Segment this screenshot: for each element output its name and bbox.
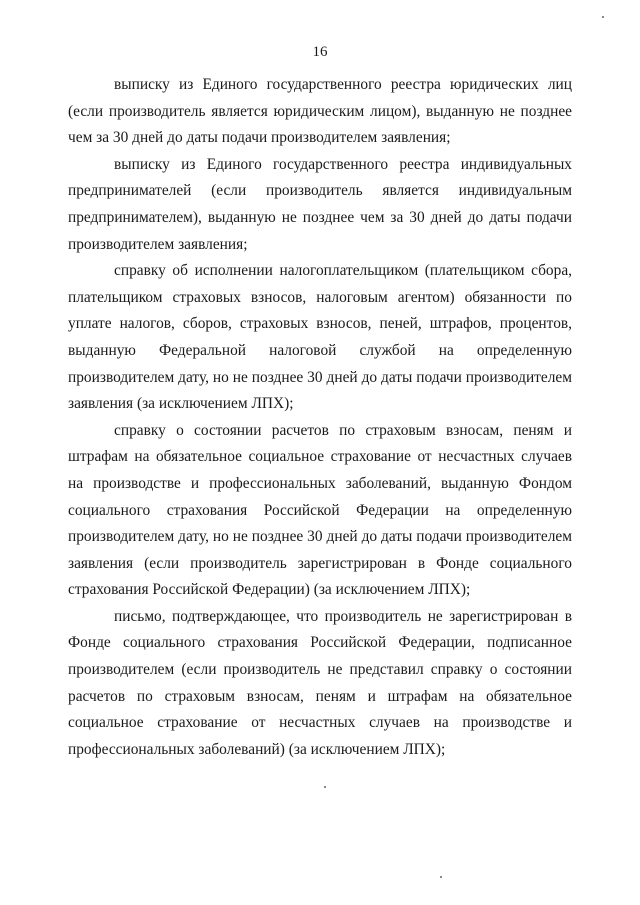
scan-speck (324, 786, 326, 788)
page-number: 16 (312, 44, 328, 60)
scan-speck (440, 876, 442, 878)
document-body (68, 72, 572, 763)
paragraph-insurance-certificate: справку о состоянии расчетов по страховым взносам, пеням и штрафам на обязательное социальное страхование от несчастных случаев на производстве и профессиональных заболеваний, выданную Фондом социального страхования Российской Федерации на определенную производителем дату, но не позднее 30 дней до даты подачи производителем заявления (если производитель зарегистрирован в Фонде социального страхования Российской Федерации) (за исключением ЛПХ); (68, 421, 572, 599)
paragraph-legal-entities-extract: выписку из Единого государственного реестра юридических лиц (если производитель является юридическим лицом), выданную не позднее чем за 30 дней до даты подачи производителем заявления; (68, 76, 572, 147)
paragraph-tax-certificate: справку об исполнении налогоплательщиком (плательщиком сбора, плательщиком страховых взносов, налоговым агентом) обязанности по уплате налогов, сборов, страховых взносов, пеней, штрафов, процентов, выданную Федеральной налоговой службой на определенную производителем дату, но не позднее 30 дней до даты подачи производителем заявления (за исключением ЛПХ); (68, 262, 572, 413)
paragraph-non-registration-letter: письмо, подтверждающее, что производитель не зарегистрирован в Фонде социального страхования Российской Федерации, подписанное производителем (если производитель не представил справку о состоянии расчетов по страховым взносам, пеням и штрафам на обязательное социальное страхование от несчастных случаев на производстве и профессиональных заболеваний) (за исключением ЛПХ); (68, 607, 572, 758)
scan-speck (602, 16, 604, 18)
paragraph-entrepreneurs-extract: выписку из Единого государственного реестра индивидуальных предпринимателей (если производитель является индивидуальным предпринимателем), выданную не позднее чем за 30 дней до даты подачи производителем заявления; (68, 155, 572, 253)
